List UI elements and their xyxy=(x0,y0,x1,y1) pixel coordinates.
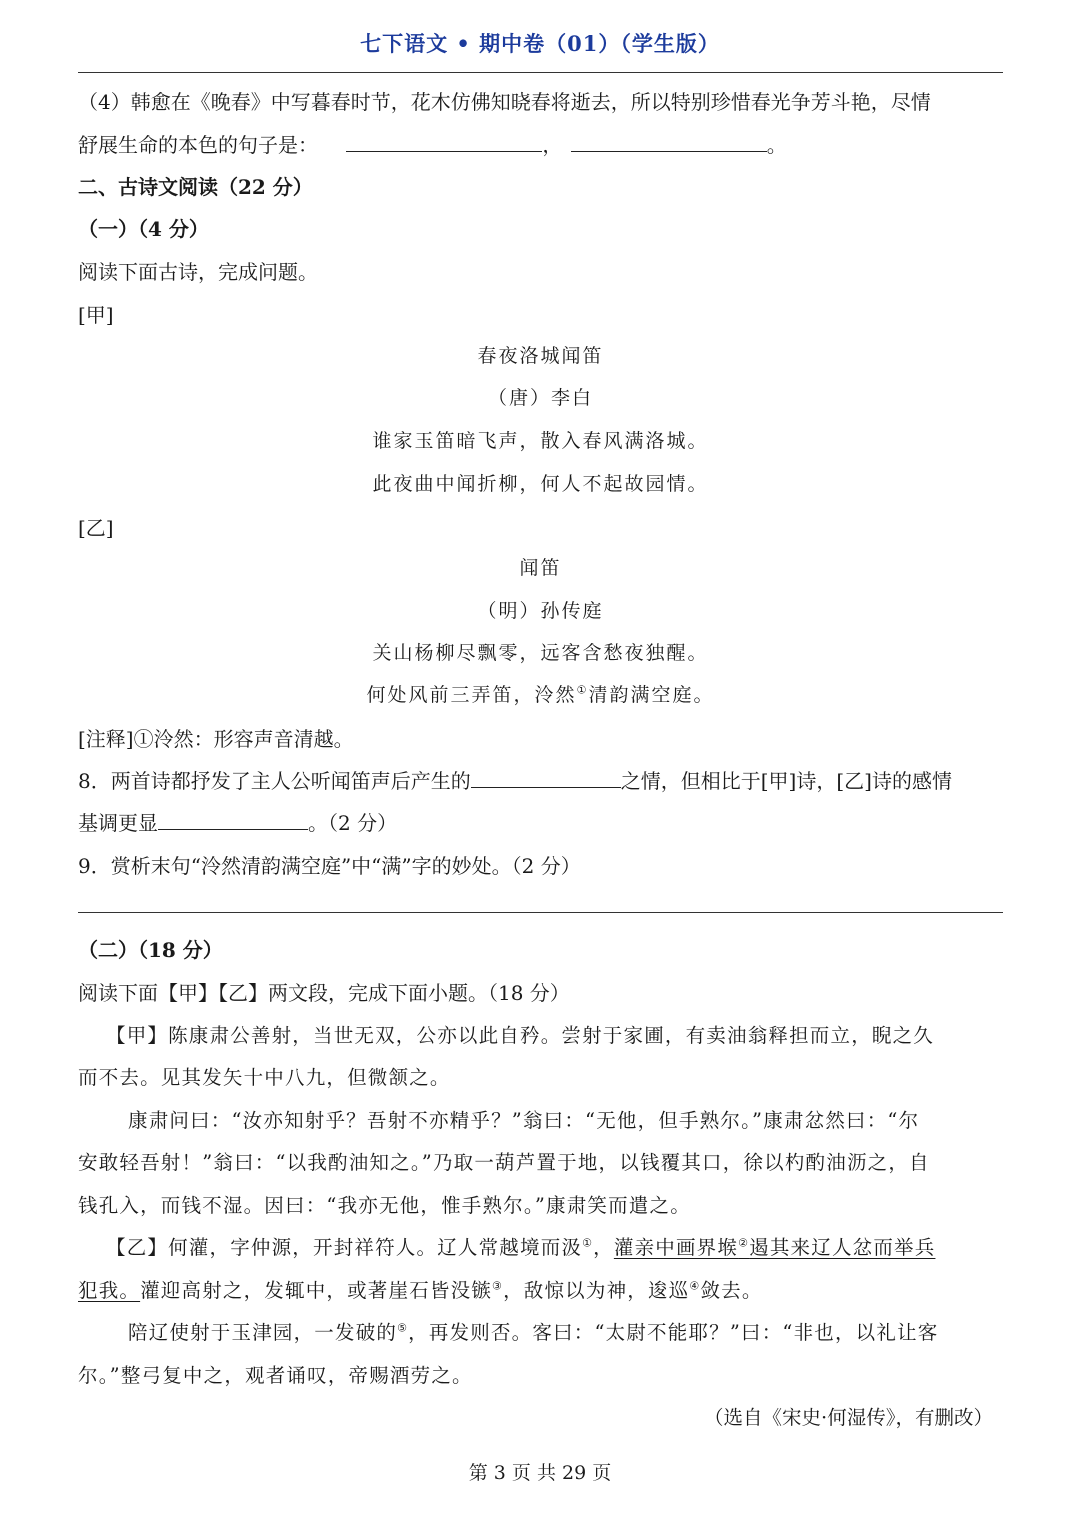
q4-answer-blank-1[interactable] xyxy=(346,133,542,152)
poem2-line2 xyxy=(78,680,1003,707)
yi-text-3b: ，再发则否。客曰：“太尉不能耶？”曰：“非也，以礼让客 xyxy=(408,1321,939,1344)
yi-underline-a: 灌亲中画界堠 xyxy=(613,1236,739,1259)
poem2-line2-part-b: 清韵满空庭。 xyxy=(588,684,715,706)
footnote-marker-1: ① xyxy=(582,1236,594,1250)
page-footer: 第 3 页 共 29 页 xyxy=(468,1462,612,1484)
q8-line2 xyxy=(78,807,1003,836)
poem2-author: （明）孙传庭 xyxy=(477,600,604,622)
part1-intro: 阅读下面古诗，完成问题。 xyxy=(78,260,318,284)
q4-comma: ， xyxy=(542,133,563,157)
jia-passage-line1: 【甲】陈康肃公善射，当世无双，公亦以此自矜。尝射于家圃，有卖油翁释担而立，睨之久 xyxy=(106,1024,935,1047)
footnote-marker-2: ② xyxy=(738,1236,750,1250)
jia-passage-line3: 康肃问曰：“汝亦知射乎？吾射不亦精乎？”翁曰：“无他，但手熟尔。”康肃忿然曰：“尔 xyxy=(128,1109,920,1132)
yi-text-3a: 陪辽使射于玉津园，一发破的 xyxy=(128,1321,398,1344)
q4-answer-blank-2[interactable] xyxy=(571,133,767,152)
underlined-sentence-part2: 犯我。 xyxy=(78,1279,141,1302)
q8-answer-blank-1[interactable] xyxy=(471,769,621,788)
poem2-line1: 关山杨柳尽飘零，远客含愁夜独醒。 xyxy=(372,642,709,664)
footnote-marker-3: ③ xyxy=(492,1279,504,1293)
poem1-title: 春夜洛城闻笛 xyxy=(477,345,604,367)
header-divider xyxy=(78,72,1003,73)
q9-text: 9．赏析末句“泠然清韵满空庭”中“满”字的妙处。（2 分） xyxy=(78,854,581,878)
section2-title: 二、古诗文阅读（22 分） xyxy=(78,175,313,199)
yi-label: [乙] xyxy=(78,516,114,540)
footnote-marker-5: ⑤ xyxy=(397,1321,409,1335)
q8-answer-blank-2[interactable] xyxy=(158,811,308,830)
yi-text-1a: 【乙】何灌，字仲源，开封祥符人。辽人常越境而汲 xyxy=(106,1236,583,1259)
yi-underline-b: 遏其来辽人忿而举兵 xyxy=(749,1236,936,1259)
q9-answer-line[interactable] xyxy=(78,912,1003,913)
footnote-marker: ① xyxy=(576,683,589,697)
poem1-line2: 此夜曲中闻折柳，何人不起故园情。 xyxy=(372,473,709,495)
poem1-line1: 谁家玉笛暗飞声，散入春风满洛城。 xyxy=(372,430,709,452)
yi-passage-line2 xyxy=(78,1275,1003,1303)
passage-source: （选自《宋史·何湿传》，有删改） xyxy=(704,1406,993,1429)
yi-passage-line1 xyxy=(106,1232,1003,1260)
underlined-sentence-part1 xyxy=(614,1236,936,1259)
q8-text-b: 之情，但相比于[甲]诗，[乙]诗的感情 xyxy=(620,769,952,793)
part2-title: （二）（18 分） xyxy=(78,938,223,962)
yi-passage-line3 xyxy=(128,1317,1003,1345)
q4-prompt: 舒展生命的本色的句子是： xyxy=(78,133,318,157)
jia-passage-line2: 而不去。见其发矢十中八九，但微颔之。 xyxy=(78,1066,451,1089)
part2-intro: 阅读下面【甲】【乙】两文段，完成下面小题。（18 分） xyxy=(78,981,570,1005)
footnote-marker-4: ④ xyxy=(689,1279,701,1293)
jia-passage-line5: 钱孔入，而钱不湿。因曰：“我亦无他，惟手熟尔。”康肃笑而遣之。 xyxy=(78,1194,691,1217)
q4-period: 。 xyxy=(766,133,787,157)
yi-text-2a: 灌迎高射之，发辄中，或著崖石皆没镞 xyxy=(140,1279,493,1302)
q8-text-d: 。（2 分） xyxy=(308,811,398,835)
yi-text-1b: ， xyxy=(593,1236,614,1259)
yi-text-2c: 敛去。 xyxy=(700,1279,763,1302)
poem-note: [注释]①泠然：形容声音清越。 xyxy=(78,727,354,751)
page-header-title: 七下语文 • 期中卷（01）（学生版） xyxy=(360,31,720,56)
q8-text-a: 8．两首诗都抒发了主人公听闻笛声后产生的 xyxy=(78,769,471,793)
poem2-line2-part-a: 何处风前三弄笛，泠然 xyxy=(366,684,577,706)
q8-text-c: 基调更显 xyxy=(78,811,158,835)
jia-label: [甲] xyxy=(78,303,114,327)
part1-title: （一）（4 分） xyxy=(78,217,209,241)
yi-passage-line4: 尔。”整弓复中之，观者诵叹，帝赐酒劳之。 xyxy=(78,1364,473,1387)
q8-line1 xyxy=(78,765,1003,794)
q4-line1: （4）韩愈在《晚春》中写暮春时节，花木仿佛知晓春将逝去，所以特别珍惜春光争芳斗艳，尽情 xyxy=(78,90,931,114)
yi-text-2b: ，敌惊以为神，逡巡 xyxy=(503,1279,690,1302)
q4-line2 xyxy=(78,129,1003,158)
poem2-title: 闻笛 xyxy=(519,557,562,579)
poem1-author: （唐）李白 xyxy=(487,387,593,409)
jia-passage-line4: 安敢轻吾射！”翁曰：“以我酌油知之。”乃取一葫芦置于地，以钱覆其口，徐以杓酌油沥之，自 xyxy=(78,1151,930,1174)
